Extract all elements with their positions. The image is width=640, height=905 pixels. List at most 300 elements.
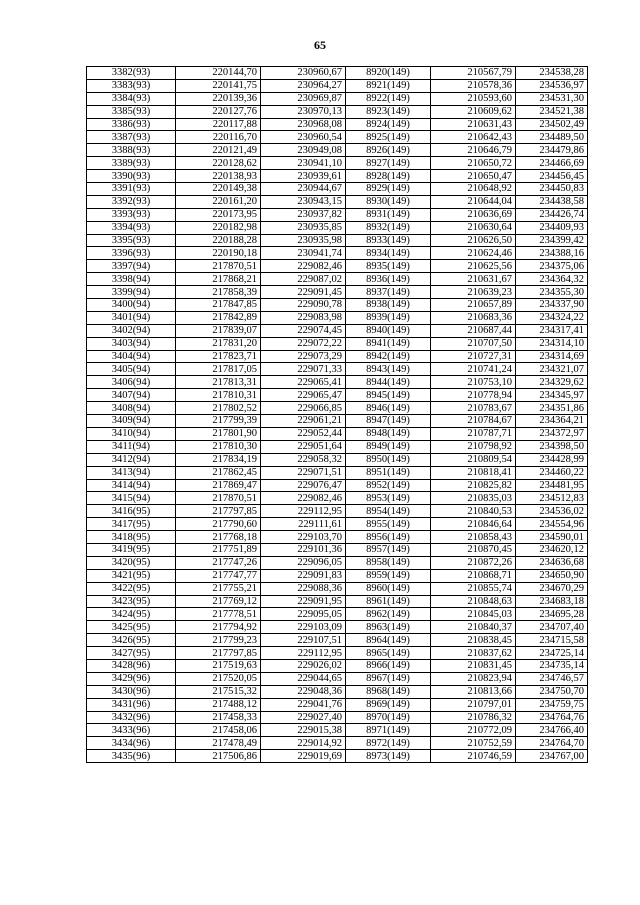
y-coordinate-2-cell: 234767,00: [516, 750, 588, 763]
y-coordinate-cell: 229026,02: [261, 659, 346, 672]
point-id-2-cell: 8933(149): [346, 234, 431, 247]
y-coordinate-2-cell: 234355,30: [516, 286, 588, 299]
y-coordinate-cell: 229101,36: [261, 543, 346, 556]
table-row: [87, 376, 588, 389]
y-coordinate-2-cell: 234321,07: [516, 363, 588, 376]
x-coordinate-2-cell: 210657,89: [431, 299, 516, 312]
x-coordinate-2-cell: 210858,43: [431, 531, 516, 544]
point-id-2-cell: 8944(149): [346, 376, 431, 389]
point-id-2-cell: 8922(149): [346, 92, 431, 105]
point-id-2-cell: 8931(149): [346, 208, 431, 221]
y-coordinate-2-cell: 234388,16: [516, 247, 588, 260]
x-coordinate-cell: 217768,18: [176, 531, 261, 544]
x-coordinate-cell: 217790,60: [176, 518, 261, 531]
point-id-2-cell: 8971(149): [346, 724, 431, 737]
x-coordinate-cell: 220144,70: [176, 67, 261, 80]
x-coordinate-cell: 217831,20: [176, 337, 261, 350]
x-coordinate-2-cell: 210772,09: [431, 724, 516, 737]
y-coordinate-2-cell: 234764,70: [516, 737, 588, 750]
x-coordinate-2-cell: 210593,60: [431, 92, 516, 105]
table-row: [87, 67, 588, 80]
y-coordinate-cell: 229027,40: [261, 711, 346, 724]
x-coordinate-cell: 217847,85: [176, 299, 261, 312]
y-coordinate-cell: 229065,47: [261, 389, 346, 402]
table-row: [87, 608, 588, 621]
table-row: [87, 170, 588, 183]
table-row: [87, 440, 588, 453]
y-coordinate-cell: 229112,95: [261, 505, 346, 518]
x-coordinate-2-cell: 210868,71: [431, 569, 516, 582]
y-coordinate-2-cell: 234554,96: [516, 518, 588, 531]
point-id-2-cell: 8936(149): [346, 273, 431, 286]
y-coordinate-2-cell: 234489,50: [516, 131, 588, 144]
point-id-2-cell: 8923(149): [346, 105, 431, 118]
y-coordinate-2-cell: 234695,28: [516, 608, 588, 621]
point-id-cell: 3398(94): [87, 273, 176, 286]
point-id-cell: 3385(93): [87, 105, 176, 118]
y-coordinate-cell: 229058,32: [261, 453, 346, 466]
x-coordinate-2-cell: 210813,66: [431, 685, 516, 698]
y-coordinate-cell: 229103,70: [261, 531, 346, 544]
table-row: [87, 389, 588, 402]
point-id-cell: 3417(95): [87, 518, 176, 531]
x-coordinate-cell: 220139,36: [176, 92, 261, 105]
y-coordinate-2-cell: 234428,99: [516, 453, 588, 466]
point-id-cell: 3387(93): [87, 131, 176, 144]
x-coordinate-2-cell: 210631,43: [431, 118, 516, 131]
x-coordinate-2-cell: 210650,72: [431, 157, 516, 170]
x-coordinate-2-cell: 210784,67: [431, 415, 516, 428]
y-coordinate-cell: 229061,21: [261, 415, 346, 428]
table-row: [87, 273, 588, 286]
x-coordinate-cell: 217520,05: [176, 672, 261, 685]
y-coordinate-cell: 230970,13: [261, 105, 346, 118]
point-id-cell: 3416(95): [87, 505, 176, 518]
y-coordinate-2-cell: 234466,69: [516, 157, 588, 170]
point-id-2-cell: 8935(149): [346, 260, 431, 273]
y-coordinate-cell: 229015,38: [261, 724, 346, 737]
point-id-2-cell: 8956(149): [346, 531, 431, 544]
point-id-2-cell: 8926(149): [346, 144, 431, 157]
y-coordinate-cell: 230937,82: [261, 208, 346, 221]
y-coordinate-cell: 229096,05: [261, 556, 346, 569]
point-id-cell: 3408(94): [87, 402, 176, 415]
y-coordinate-cell: 229066,85: [261, 402, 346, 415]
x-coordinate-cell: 217834,19: [176, 453, 261, 466]
y-coordinate-2-cell: 234512,83: [516, 492, 588, 505]
point-id-cell: 3418(95): [87, 531, 176, 544]
x-coordinate-cell: 217751,89: [176, 543, 261, 556]
x-coordinate-2-cell: 210848,63: [431, 595, 516, 608]
y-coordinate-2-cell: 234399,42: [516, 234, 588, 247]
x-coordinate-2-cell: 210578,36: [431, 79, 516, 92]
y-coordinate-cell: 230968,08: [261, 118, 346, 131]
y-coordinate-cell: 229091,95: [261, 595, 346, 608]
point-id-cell: 3432(96): [87, 711, 176, 724]
point-id-cell: 3400(94): [87, 299, 176, 312]
x-coordinate-cell: 217817,05: [176, 363, 261, 376]
x-coordinate-cell: 220116,70: [176, 131, 261, 144]
table-row: [87, 311, 588, 324]
point-id-2-cell: 8929(149): [346, 183, 431, 196]
y-coordinate-2-cell: 234317,41: [516, 324, 588, 337]
point-id-2-cell: 8941(149): [346, 337, 431, 350]
y-coordinate-2-cell: 234345,97: [516, 389, 588, 402]
point-id-2-cell: 8952(149): [346, 479, 431, 492]
y-coordinate-cell: 229095,05: [261, 608, 346, 621]
point-id-cell: 3411(94): [87, 440, 176, 453]
table-row: [87, 92, 588, 105]
point-id-2-cell: 8966(149): [346, 659, 431, 672]
y-coordinate-cell: 229090,78: [261, 299, 346, 312]
x-coordinate-2-cell: 210835,03: [431, 492, 516, 505]
point-id-2-cell: 8965(149): [346, 647, 431, 660]
x-coordinate-2-cell: 210840,37: [431, 621, 516, 634]
table-row: [87, 543, 588, 556]
y-coordinate-cell: 230964,27: [261, 79, 346, 92]
point-id-cell: 3433(96): [87, 724, 176, 737]
y-coordinate-cell: 229074,45: [261, 324, 346, 337]
point-id-2-cell: 8942(149): [346, 350, 431, 363]
table-row: [87, 324, 588, 337]
y-coordinate-2-cell: 234531,30: [516, 92, 588, 105]
point-id-cell: 3384(93): [87, 92, 176, 105]
table-row: [87, 402, 588, 415]
y-coordinate-cell: 229107,51: [261, 634, 346, 647]
point-id-cell: 3428(96): [87, 659, 176, 672]
y-coordinate-2-cell: 234750,70: [516, 685, 588, 698]
x-coordinate-2-cell: 210648,92: [431, 183, 516, 196]
table-row: [87, 427, 588, 440]
point-id-cell: 3431(96): [87, 698, 176, 711]
point-id-cell: 3421(95): [87, 569, 176, 582]
point-id-cell: 3419(95): [87, 543, 176, 556]
x-coordinate-2-cell: 210683,36: [431, 311, 516, 324]
x-coordinate-cell: 217799,39: [176, 415, 261, 428]
point-id-cell: 3403(94): [87, 337, 176, 350]
x-coordinate-2-cell: 210644,04: [431, 195, 516, 208]
table-row: [87, 685, 588, 698]
y-coordinate-cell: 229091,45: [261, 286, 346, 299]
point-id-2-cell: 8930(149): [346, 195, 431, 208]
point-id-cell: 3422(95): [87, 582, 176, 595]
x-coordinate-2-cell: 210727,31: [431, 350, 516, 363]
y-coordinate-2-cell: 234759,75: [516, 698, 588, 711]
point-id-cell: 3424(95): [87, 608, 176, 621]
point-id-cell: 3412(94): [87, 453, 176, 466]
y-coordinate-2-cell: 234764,76: [516, 711, 588, 724]
x-coordinate-cell: 220138,93: [176, 170, 261, 183]
y-coordinate-cell: 229103,09: [261, 621, 346, 634]
x-coordinate-cell: 217755,21: [176, 582, 261, 595]
y-coordinate-cell: 229072,22: [261, 337, 346, 350]
y-coordinate-2-cell: 234620,12: [516, 543, 588, 556]
point-id-2-cell: 8954(149): [346, 505, 431, 518]
x-coordinate-2-cell: 210639,23: [431, 286, 516, 299]
x-coordinate-2-cell: 210831,45: [431, 659, 516, 672]
point-id-cell: 3429(96): [87, 672, 176, 685]
point-id-cell: 3382(93): [87, 67, 176, 80]
table-row: [87, 556, 588, 569]
point-id-cell: 3390(93): [87, 170, 176, 183]
y-coordinate-cell: 229051,64: [261, 440, 346, 453]
x-coordinate-2-cell: 210838,45: [431, 634, 516, 647]
x-coordinate-2-cell: 210567,79: [431, 67, 516, 80]
x-coordinate-cell: 220161,20: [176, 195, 261, 208]
y-coordinate-2-cell: 234746,57: [516, 672, 588, 685]
table-row: [87, 750, 588, 763]
table-row: [87, 247, 588, 260]
point-id-2-cell: 8955(149): [346, 518, 431, 531]
x-coordinate-cell: 220127,76: [176, 105, 261, 118]
y-coordinate-2-cell: 234538,28: [516, 67, 588, 80]
x-coordinate-2-cell: 210872,26: [431, 556, 516, 569]
y-coordinate-cell: 229082,46: [261, 260, 346, 273]
x-coordinate-cell: 217797,85: [176, 505, 261, 518]
y-coordinate-2-cell: 234314,10: [516, 337, 588, 350]
y-coordinate-cell: 230935,98: [261, 234, 346, 247]
x-coordinate-cell: 220141,75: [176, 79, 261, 92]
point-id-2-cell: 8970(149): [346, 711, 431, 724]
x-coordinate-2-cell: 210624,46: [431, 247, 516, 260]
x-coordinate-cell: 217870,51: [176, 492, 261, 505]
table-row: [87, 634, 588, 647]
table-row: [87, 659, 588, 672]
point-id-2-cell: 8972(149): [346, 737, 431, 750]
point-id-2-cell: 8940(149): [346, 324, 431, 337]
y-coordinate-cell: 230939,61: [261, 170, 346, 183]
x-coordinate-2-cell: 210840,53: [431, 505, 516, 518]
point-id-cell: 3405(94): [87, 363, 176, 376]
point-id-cell: 3392(93): [87, 195, 176, 208]
x-coordinate-cell: 217794,92: [176, 621, 261, 634]
point-id-2-cell: 8968(149): [346, 685, 431, 698]
x-coordinate-cell: 220121,49: [176, 144, 261, 157]
table-row: [87, 286, 588, 299]
x-coordinate-cell: 217823,71: [176, 350, 261, 363]
point-id-cell: 3406(94): [87, 376, 176, 389]
point-id-2-cell: 8959(149): [346, 569, 431, 582]
x-coordinate-cell: 217868,21: [176, 273, 261, 286]
x-coordinate-cell: 220149,38: [176, 183, 261, 196]
table-row: [87, 337, 588, 350]
y-coordinate-2-cell: 234536,02: [516, 505, 588, 518]
point-id-2-cell: 8921(149): [346, 79, 431, 92]
point-id-cell: 3402(94): [87, 324, 176, 337]
y-coordinate-cell: 229112,95: [261, 647, 346, 660]
point-id-2-cell: 8969(149): [346, 698, 431, 711]
point-id-2-cell: 8943(149): [346, 363, 431, 376]
point-id-cell: 3404(94): [87, 350, 176, 363]
x-coordinate-cell: 220190,18: [176, 247, 261, 260]
point-id-2-cell: 8949(149): [346, 440, 431, 453]
point-id-2-cell: 8939(149): [346, 311, 431, 324]
point-id-cell: 3394(93): [87, 221, 176, 234]
y-coordinate-2-cell: 234409,93: [516, 221, 588, 234]
table-row: [87, 453, 588, 466]
table-row: [87, 260, 588, 273]
table-row: [87, 672, 588, 685]
table-row: [87, 234, 588, 247]
point-id-2-cell: 8925(149): [346, 131, 431, 144]
point-id-cell: 3399(94): [87, 286, 176, 299]
point-id-2-cell: 8927(149): [346, 157, 431, 170]
y-coordinate-2-cell: 234372,97: [516, 427, 588, 440]
point-id-cell: 3415(94): [87, 492, 176, 505]
y-coordinate-2-cell: 234707,40: [516, 621, 588, 634]
point-id-cell: 3401(94): [87, 311, 176, 324]
y-coordinate-2-cell: 234502,49: [516, 118, 588, 131]
x-coordinate-cell: 217870,51: [176, 260, 261, 273]
y-coordinate-2-cell: 234460,22: [516, 466, 588, 479]
point-id-2-cell: 8957(149): [346, 543, 431, 556]
x-coordinate-cell: 220173,95: [176, 208, 261, 221]
y-coordinate-2-cell: 234438,58: [516, 195, 588, 208]
point-id-cell: 3420(95): [87, 556, 176, 569]
y-coordinate-cell: 230935,85: [261, 221, 346, 234]
y-coordinate-cell: 229091,83: [261, 569, 346, 582]
y-coordinate-2-cell: 234398,50: [516, 440, 588, 453]
x-coordinate-2-cell: 210797,01: [431, 698, 516, 711]
y-coordinate-2-cell: 234715,58: [516, 634, 588, 647]
x-coordinate-cell: 217769,12: [176, 595, 261, 608]
x-coordinate-2-cell: 210809,54: [431, 453, 516, 466]
table-row: [87, 79, 588, 92]
y-coordinate-cell: 229065,41: [261, 376, 346, 389]
point-id-2-cell: 8958(149): [346, 556, 431, 569]
point-id-2-cell: 8960(149): [346, 582, 431, 595]
point-id-cell: 3414(94): [87, 479, 176, 492]
x-coordinate-2-cell: 210707,50: [431, 337, 516, 350]
x-coordinate-cell: 217813,31: [176, 376, 261, 389]
table-row: [87, 195, 588, 208]
x-coordinate-2-cell: 210746,59: [431, 750, 516, 763]
table-row: [87, 621, 588, 634]
point-id-cell: 3407(94): [87, 389, 176, 402]
x-coordinate-cell: 217458,33: [176, 711, 261, 724]
point-id-2-cell: 8932(149): [346, 221, 431, 234]
y-coordinate-cell: 229071,33: [261, 363, 346, 376]
point-id-cell: 3388(93): [87, 144, 176, 157]
y-coordinate-2-cell: 234636,68: [516, 556, 588, 569]
y-coordinate-2-cell: 234351,86: [516, 402, 588, 415]
x-coordinate-2-cell: 210687,44: [431, 324, 516, 337]
table-row: [87, 105, 588, 118]
table-row: [87, 569, 588, 582]
y-coordinate-cell: 229082,46: [261, 492, 346, 505]
y-coordinate-cell: 229076,47: [261, 479, 346, 492]
point-id-cell: 3386(93): [87, 118, 176, 131]
point-id-2-cell: 8951(149): [346, 466, 431, 479]
table-row: [87, 647, 588, 660]
y-coordinate-2-cell: 234481,95: [516, 479, 588, 492]
table-row: [87, 711, 588, 724]
x-coordinate-2-cell: 210855,74: [431, 582, 516, 595]
x-coordinate-cell: 217506,86: [176, 750, 261, 763]
point-id-cell: 3413(94): [87, 466, 176, 479]
y-coordinate-2-cell: 234324,22: [516, 311, 588, 324]
y-coordinate-cell: 230941,10: [261, 157, 346, 170]
x-coordinate-cell: 217458,06: [176, 724, 261, 737]
table-row: [87, 531, 588, 544]
y-coordinate-cell: 229052,44: [261, 427, 346, 440]
x-coordinate-2-cell: 210787,71: [431, 427, 516, 440]
x-coordinate-cell: 217802,52: [176, 402, 261, 415]
x-coordinate-cell: 217797,85: [176, 647, 261, 660]
y-coordinate-2-cell: 234450,83: [516, 183, 588, 196]
x-coordinate-2-cell: 210798,92: [431, 440, 516, 453]
x-coordinate-2-cell: 210823,94: [431, 672, 516, 685]
table-row: [87, 582, 588, 595]
point-id-2-cell: 8948(149): [346, 427, 431, 440]
point-id-cell: 3396(93): [87, 247, 176, 260]
y-coordinate-cell: 230943,15: [261, 195, 346, 208]
y-coordinate-2-cell: 234536,97: [516, 79, 588, 92]
table-row: [87, 505, 588, 518]
x-coordinate-cell: 217778,51: [176, 608, 261, 621]
coordinates-table: [86, 66, 588, 763]
y-coordinate-2-cell: 234521,38: [516, 105, 588, 118]
point-id-2-cell: 8924(149): [346, 118, 431, 131]
x-coordinate-2-cell: 210786,32: [431, 711, 516, 724]
y-coordinate-cell: 229044,65: [261, 672, 346, 685]
y-coordinate-cell: 230969,87: [261, 92, 346, 105]
y-coordinate-cell: 229019,69: [261, 750, 346, 763]
table-row: [87, 221, 588, 234]
point-id-cell: 3383(93): [87, 79, 176, 92]
point-id-2-cell: 8950(149): [346, 453, 431, 466]
x-coordinate-2-cell: 210609,62: [431, 105, 516, 118]
point-id-cell: 3427(95): [87, 647, 176, 660]
point-id-2-cell: 8953(149): [346, 492, 431, 505]
x-coordinate-2-cell: 210642,43: [431, 131, 516, 144]
x-coordinate-2-cell: 210631,67: [431, 273, 516, 286]
x-coordinate-2-cell: 210646,79: [431, 144, 516, 157]
point-id-2-cell: 8920(149): [346, 67, 431, 80]
x-coordinate-cell: 217810,31: [176, 389, 261, 402]
table-row: [87, 737, 588, 750]
y-coordinate-cell: 229041,76: [261, 698, 346, 711]
y-coordinate-cell: 230960,54: [261, 131, 346, 144]
x-coordinate-2-cell: 210845,03: [431, 608, 516, 621]
x-coordinate-cell: 217842,89: [176, 311, 261, 324]
table-row: [87, 363, 588, 376]
x-coordinate-2-cell: 210778,94: [431, 389, 516, 402]
x-coordinate-cell: 220182,98: [176, 221, 261, 234]
point-id-2-cell: 8937(149): [346, 286, 431, 299]
x-coordinate-cell: 217747,26: [176, 556, 261, 569]
x-coordinate-cell: 217862,45: [176, 466, 261, 479]
table-row: [87, 131, 588, 144]
x-coordinate-2-cell: 210818,41: [431, 466, 516, 479]
x-coordinate-cell: 220128,62: [176, 157, 261, 170]
y-coordinate-cell: 229048,36: [261, 685, 346, 698]
x-coordinate-2-cell: 210741,24: [431, 363, 516, 376]
x-coordinate-2-cell: 210650,47: [431, 170, 516, 183]
x-coordinate-cell: 220117,88: [176, 118, 261, 131]
x-coordinate-2-cell: 210870,45: [431, 543, 516, 556]
table-row: [87, 595, 588, 608]
y-coordinate-cell: 229111,61: [261, 518, 346, 531]
table-row: [87, 466, 588, 479]
table-row: [87, 479, 588, 492]
point-id-2-cell: 8928(149): [346, 170, 431, 183]
y-coordinate-2-cell: 234329,62: [516, 376, 588, 389]
point-id-cell: 3430(96): [87, 685, 176, 698]
x-coordinate-2-cell: 210625,56: [431, 260, 516, 273]
point-id-cell: 3410(94): [87, 427, 176, 440]
x-coordinate-2-cell: 210752,59: [431, 737, 516, 750]
